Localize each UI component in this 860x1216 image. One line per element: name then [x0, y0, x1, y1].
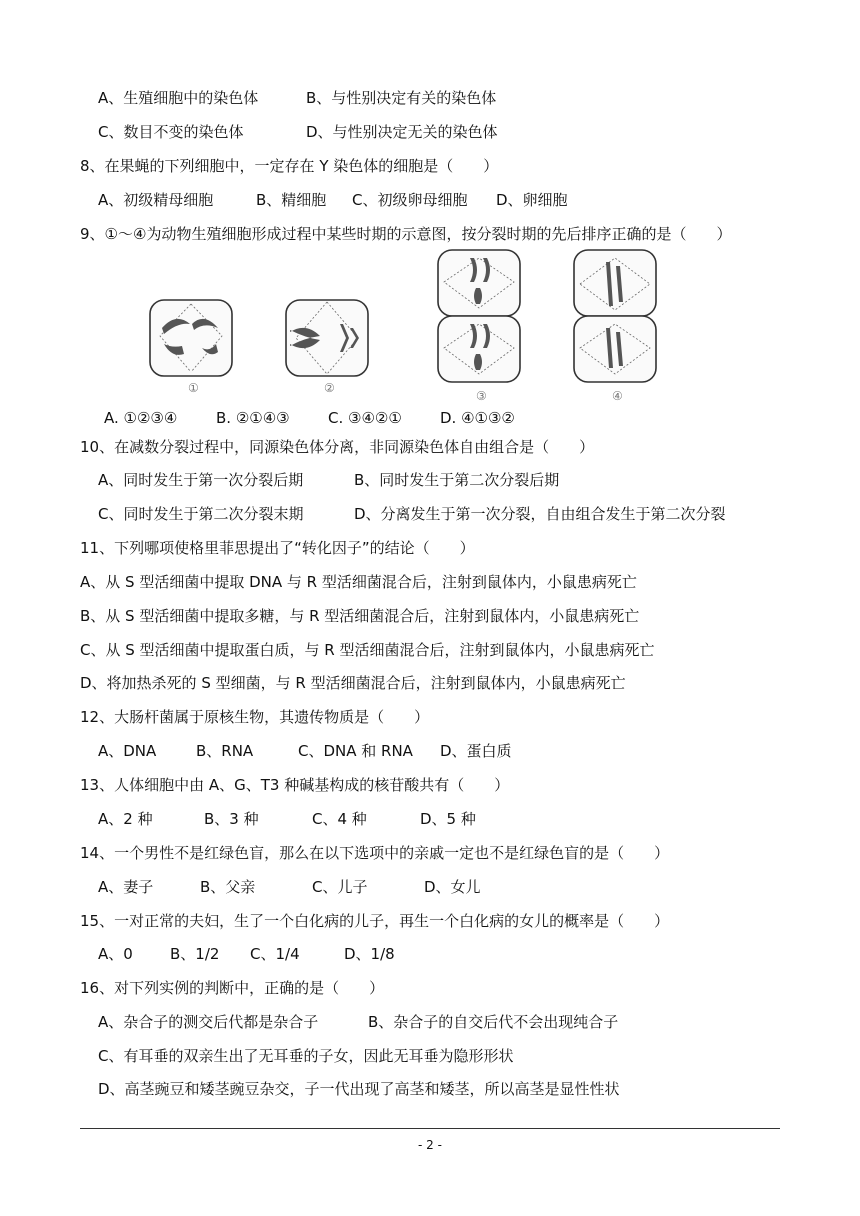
q14-option-b: B、父亲 — [200, 878, 256, 896]
q13-option-d: D、5 种 — [420, 810, 476, 828]
q15-options — [98, 944, 395, 964]
q8-option-d: D、卵细胞 — [496, 191, 568, 209]
page-number: - 2 - — [418, 1138, 442, 1152]
q16-option-b: B、杂合子的自交后代不会出现纯合子 — [368, 1013, 619, 1031]
cell-diagram-3 — [438, 250, 520, 403]
q7-option-d: D、与性别决定无关的染色体 — [306, 123, 498, 141]
q10-option-b: B、同时发生于第二次分裂后期 — [354, 471, 560, 489]
q12-option-d: D、蛋白质 — [440, 742, 512, 760]
q14-option-a: A、妻子 — [98, 878, 154, 896]
q11-option-a: A、从 S 型活细菌中提取 DNA 与 R 型活细菌混合后，注射到鼠体内，小鼠患病死亡 — [80, 573, 637, 591]
q13-option-a: A、2 种 — [98, 810, 153, 828]
q15-option-c: C、1/4 — [250, 945, 300, 963]
cell-division-figure — [140, 244, 680, 404]
question-13: 13、人体细胞中由 A、G、T3 种碱基构成的核苷酸共有（ ） — [80, 776, 510, 794]
q12-option-c: C、DNA 和 RNA — [298, 742, 413, 760]
q13-option-c: C、4 种 — [312, 810, 367, 828]
figure-label-3: ③ — [476, 389, 487, 403]
q12-option-b: B、RNA — [196, 742, 254, 760]
q14-option-c: C、儿子 — [312, 878, 368, 896]
q10-options-row1 — [98, 470, 559, 490]
figure-label-2: ② — [324, 381, 335, 395]
q9-options — [104, 408, 515, 428]
figure-label-1: ① — [188, 381, 199, 395]
question-16: 16、对下列实例的判断中，正确的是（ ） — [80, 979, 385, 997]
cell-diagram-2 — [286, 300, 368, 395]
q10-option-a: A、同时发生于第一次分裂后期 — [98, 471, 304, 489]
q7-option-a: A、生殖细胞中的染色体 — [98, 89, 259, 107]
q7-options-row2 — [98, 122, 498, 142]
q15-option-a: A、0 — [98, 945, 133, 963]
q9-option-a: A. ①②③④ — [104, 409, 178, 427]
q14-options — [98, 877, 481, 897]
cell-diagram-4 — [574, 250, 656, 403]
figure-label-4: ④ — [612, 389, 623, 403]
q8-option-a: A、初级精母细胞 — [98, 191, 214, 209]
cell-diagram-1 — [150, 300, 232, 395]
question-12: 12、大肠杆菌属于原核生物，其遗传物质是（ ） — [80, 708, 430, 726]
q16-options-row1 — [98, 1012, 618, 1032]
q13-option-b: B、3 种 — [204, 810, 259, 828]
q11-option-c: C、从 S 型活细菌中提取蛋白质，与 R 型活细菌混合后，注射到鼠体内，小鼠患病死亡 — [80, 641, 655, 659]
q8-options — [98, 190, 568, 210]
q9-option-d: D. ④①③② — [440, 409, 515, 427]
q8-option-c: C、初级卵母细胞 — [352, 191, 468, 209]
q9-option-c: C. ③④②① — [328, 409, 402, 427]
q7-option-b: B、与性别决定有关的染色体 — [306, 89, 497, 107]
question-9: 9、①～④为动物生殖细胞形成过程中某些时期的示意图，按分裂时期的先后排序正确的是（ ） — [80, 225, 732, 243]
q9-option-b: B. ②①④③ — [216, 409, 290, 427]
q7-options-row1 — [98, 88, 496, 108]
q11-option-b: B、从 S 型活细菌中提取多糖，与 R 型活细菌混合后，注射到鼠体内，小鼠患病死亡 — [80, 607, 640, 625]
q15-option-b: B、1/2 — [170, 945, 220, 963]
q10-options-row2 — [98, 504, 726, 524]
q16-option-c: C、有耳垂的双亲生出了无耳垂的子女，因此无耳垂为隐形形状 — [98, 1047, 514, 1065]
q16-option-a: A、杂合子的测交后代都是杂合子 — [98, 1013, 319, 1031]
question-14: 14、一个男性不是红绿色盲，那么在以下选项中的亲戚一定也不是红绿色盲的是（ ） — [80, 844, 670, 862]
q7-option-c: C、数目不变的染色体 — [98, 123, 244, 141]
q12-option-a: A、DNA — [98, 742, 157, 760]
q10-option-d: D、分离发生于第一次分裂，自由组合发生于第二次分裂 — [354, 505, 726, 523]
question-15: 15、一对正常的夫妇，生了一个白化病的儿子，再生一个白化病的女儿的概率是（ ） — [80, 912, 670, 930]
question-8: 8、在果蝇的下列细胞中，一定存在 Y 染色体的细胞是（ ） — [80, 157, 499, 175]
q12-options — [98, 741, 512, 761]
q8-option-b: B、精细胞 — [256, 191, 327, 209]
question-10: 10、在减数分裂过程中，同源染色体分离，非同源染色体自由组合是（ ） — [80, 438, 595, 456]
footer-divider — [80, 1128, 780, 1129]
q10-option-c: C、同时发生于第二次分裂末期 — [98, 505, 304, 523]
q15-option-d: D、1/8 — [344, 945, 395, 963]
question-11: 11、下列哪项使格里菲思提出了“转化因子”的结论（ ） — [80, 539, 475, 557]
q11-option-d: D、将加热杀死的 S 型细菌，与 R 型活细菌混合后，注射到鼠体内，小鼠患病死亡 — [80, 674, 626, 692]
q16-option-d: D、高茎豌豆和矮茎豌豆杂交，子一代出现了高茎和矮茎，所以高茎是显性性状 — [98, 1080, 620, 1098]
q13-options — [98, 809, 476, 829]
q14-option-d: D、女儿 — [424, 878, 481, 896]
